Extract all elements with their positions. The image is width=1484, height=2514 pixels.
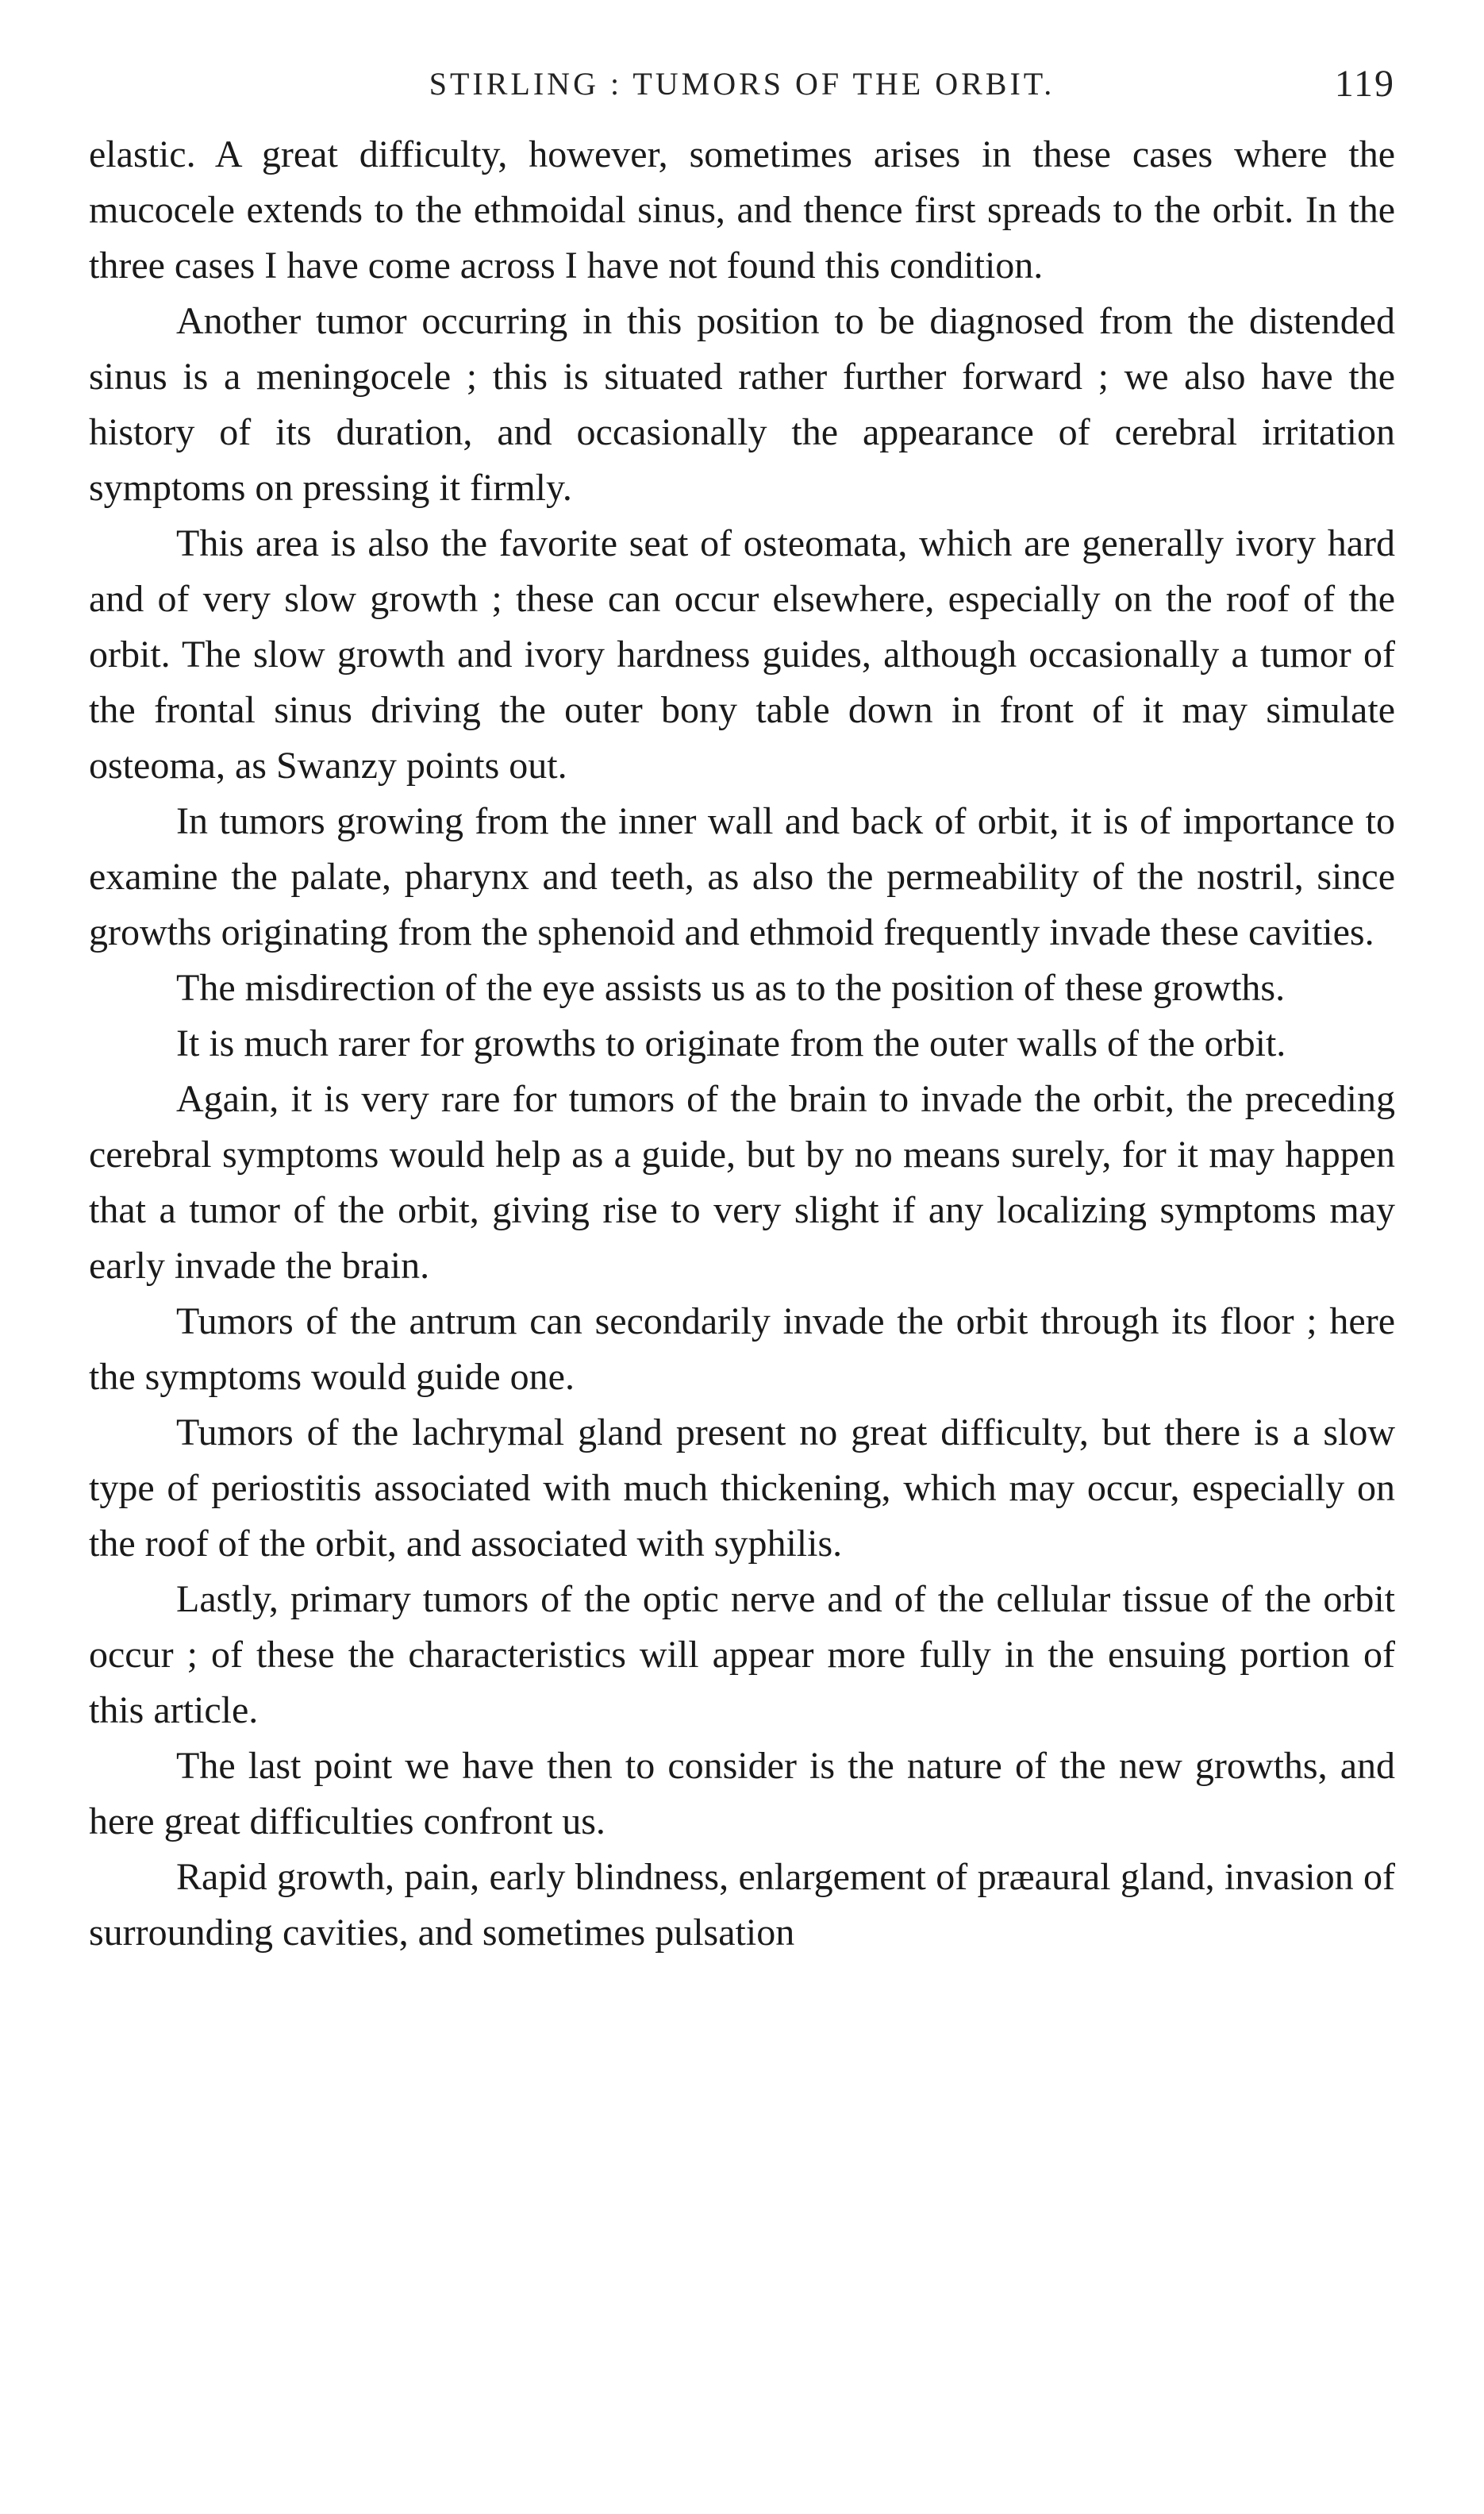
paragraph-rapid-growth: Rapid growth, pain, early blindness, enlargement of præaural gland, invasion of surrounding cavities, and sometimes pulsation [89, 1856, 1395, 1954]
paragraph-antrum: Tumors of the antrum can secondarily invade the orbit through its floor ; here the symptoms would guide one. [89, 1300, 1395, 1398]
body-text [89, 127, 1395, 1961]
paragraph-misdirection: The misdirection of the eye assists us as to the position of these growths. [176, 967, 1286, 1009]
paragraph-inner-wall-tumors: In tumors growing from the inner wall and back of orbit, it is of importance to examine the palate, pharynx and teeth, as also the permeability of the nostril, since growths originating from the sphenoid and ethmoid frequently invade these cavities. [89, 800, 1395, 953]
page-number: 119 [1334, 63, 1395, 105]
paragraph-continued: elastic. A great difficulty, however, sometimes arises in these cases where the mucocele extends to the ethmoidal sinus, and thence first spreads to the orbit. In the three cases I have come across I have not found this condition. [89, 133, 1395, 287]
paragraph-optic-nerve: Lastly, primary tumors of the optic nerve and of the cellular tissue of the orbit occur ; of these the characteristics will appear more fully in the ensuing portion of this article. [89, 1578, 1395, 1731]
paragraph-brain-tumors: Again, it is very rare for tumors of the brain to invade the orbit, the preceding cerebral symptoms would help as a guide, but by no means surely, for it may happen that a tumor of the orbit, giving rise to very slight if any localizing symptoms may early invade the brain. [89, 1078, 1395, 1287]
paragraph-osteomata: This area is also the favorite seat of osteomata, which are generally ivory hard and of very slow growth ; these can occur elsewhere, especially on the roof of the orbit. The slow growth and ivory hardness guides, although occasionally a tumor of the frontal sinus driving the outer bony table down in front of it may simulate osteoma, as Swanzy points out. [89, 522, 1395, 787]
paragraph-nature-of-growths: The last point we have then to consider is the nature of the new growths, and here great difficulties confront us. [89, 1745, 1395, 1842]
paragraph-meningocele: Another tumor occurring in this position to be diagnosed from the distended sinus is a meningocele ; this is situated rather further forward ; we also have the history of its duration, and occasionally the appearance of cerebral irritation symptoms on pressing it firmly. [89, 300, 1395, 509]
paragraph-lachrymal-gland: Tumors of the lachrymal gland present no great difficulty, but there is a slow type of periostitis associated with much thickening, which may occur, especially on the roof of the orbit, and associated with syphilis. [89, 1411, 1395, 1565]
running-head-title: STIRLING : TUMORS OF THE ORBIT. [429, 66, 1055, 102]
paragraph-outer-walls: It is much rarer for growths to originate from the outer walls of the orbit. [176, 1022, 1286, 1065]
book-page [89, 56, 1395, 1961]
running-head [89, 56, 1395, 127]
